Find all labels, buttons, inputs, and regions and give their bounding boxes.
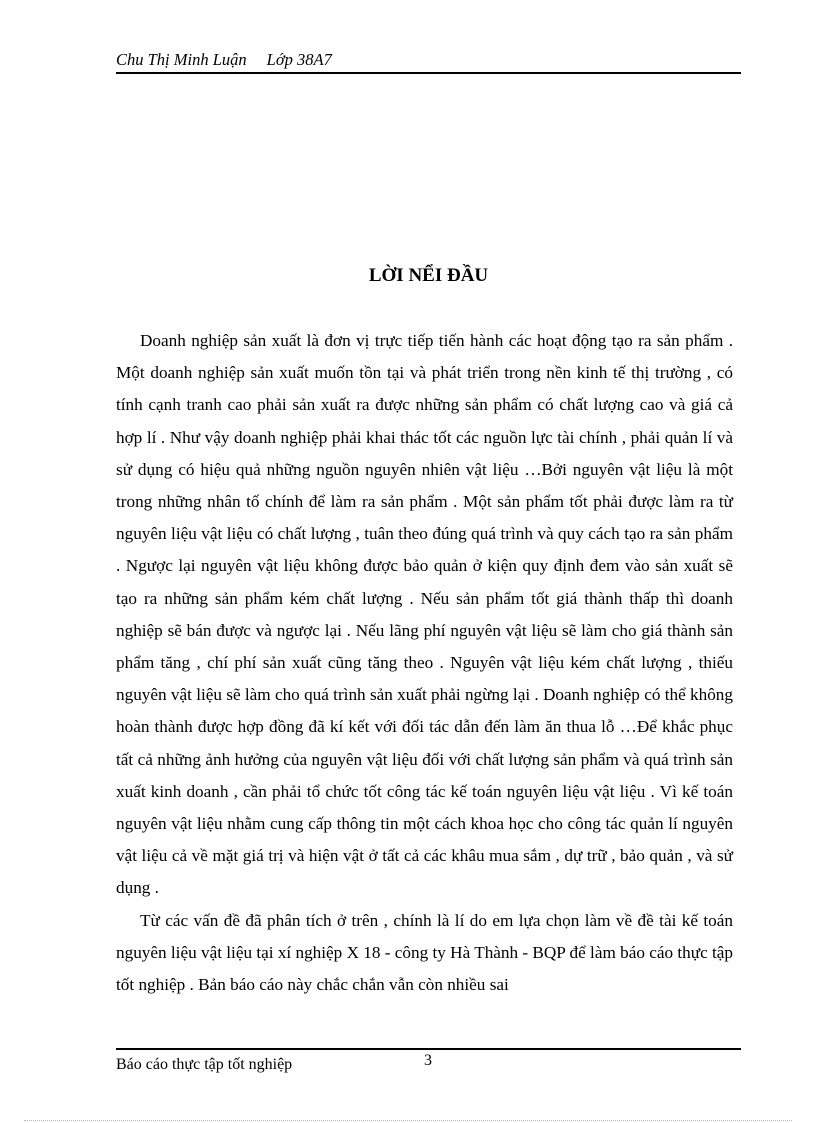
author-name: Chu Thị Minh Luận — [116, 50, 247, 69]
document-title: LỜI NỂI ĐẦU — [368, 265, 489, 286]
page-header — [116, 50, 741, 74]
paragraph-reason: Từ các vấn đề đã phân tích ở trên , chính là lí do em lựa chọn làm về đề tài kế toán nguyên liệu vật liệu tại xí nghiệp X 18 - công ty Hà Thành - BQP để làm báo cáo thực tập tốt nghiệp . Bản báo cáo này chắc chắn vẫn còn nhiều sai — [116, 910, 733, 995]
paragraph-intro: Doanh nghiệp sản xuất là đơn vị trực tiếp tiến hành các hoạt động tạo ra sản phẩm . Một doanh nghiệp sản xuất muốn tồn tại và phát triển trong nền kinh tế thị trường , có tính cạnh tranh cao phải sản xuất ra được những sản phẩm có chất lượng cao và giá cả hợp lí . Như vậy doanh nghiệp phải khai thác tốt các nguồn lực tài chính , phải quản lí và sử dụng có hiệu quả những nguồn nguyên nhiên vật liệu …Bởi nguyên vật liệu là một trong những nhân tố chính để làm ra sản phẩm . Một sản phẩm tốt phải được làm ra từ nguyên liệu vật liệu có chất lượng , tuân theo đúng quá trình và quy cách tạo ra sản phẩm . Ngược lại nguyên vật liệu không được bảo quản ở kiện quy định đem vào sản xuất sẽ tạo ra những sản phẩm kém chất lượng . Nếu sản phẩm tốt giá thành thấp thì doanh nghiệp sẽ bán được và ngược lại . Nếu lãng phí nguyên vật liệu sẽ làm cho giá thành sản phẩm tăng , chí phí sản xuất cũng tăng theo . Nguyên vật liệu kém chất lượng , thiếu nguyên vật liệu sẽ làm cho quá trình sản xuất phải ngừng lại . Doanh nghiệp có thể không hoàn thành được hợp đồng đã kí kết với đối tác dẫn đến làm ăn thua lỗ …Để khắc phục tất cả những ảnh hưởng của nguyên vật liệu đối với chất lượng sản phẩm và quá trình sản xuất kinh doanh , cần phải tổ chức tốt công tác kế toán nguyên liệu vật liệu . Vì kế toán nguyên vật liệu nhằm cung cấp thông tin một cách khoa học cho công tác quản lí nguyên vật liệu cả về mặt giá trị và hiện vật ở tất cả các khâu mua sắm , dự trữ , bảo quản , và sử dụng . — [116, 331, 733, 898]
footer-label: Báo cáo thực tập tốt nghiệp — [116, 1056, 293, 1073]
footer-divider — [116, 1048, 741, 1050]
page-edge-divider — [24, 1120, 792, 1121]
page-number: 3 — [424, 1052, 432, 1069]
body-text — [116, 325, 733, 1001]
class-label: Lớp 38A7 — [266, 50, 332, 69]
